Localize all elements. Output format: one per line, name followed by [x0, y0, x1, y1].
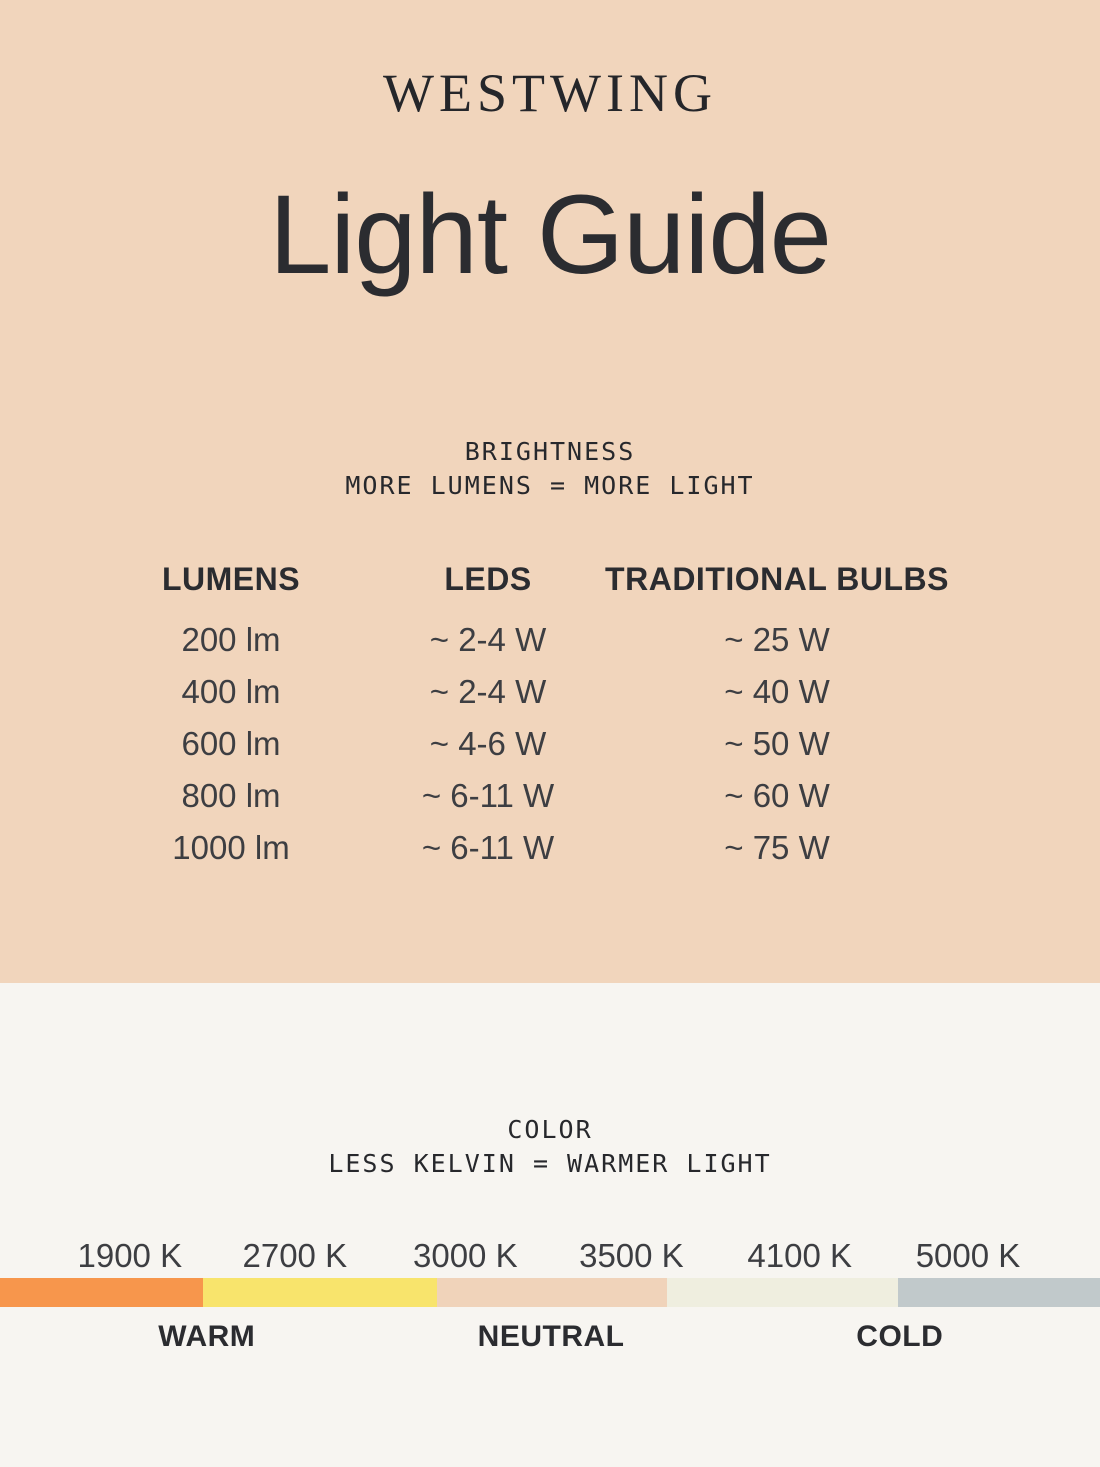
- table-row: [60, 770, 980, 822]
- cell-lumens: 800 lm: [181, 777, 281, 814]
- cell-traditional: ~ 25 W: [724, 621, 830, 658]
- kelvin-label: 3500 K: [579, 1237, 684, 1274]
- scale-segment-warm-orange: [0, 1278, 203, 1307]
- color-heading: COLOR: [507, 1115, 593, 1144]
- header-traditional-bulbs: TRADITIONAL BULBS: [605, 561, 949, 597]
- cell-traditional: ~ 60 W: [724, 777, 830, 814]
- table-row: [60, 822, 980, 874]
- kelvin-labels-row: [0, 1237, 1100, 1273]
- color-temperature-scale-bar: [0, 1278, 1100, 1307]
- lumens-table: [0, 561, 1100, 874]
- cell-leds: ~ 2-4 W: [429, 673, 547, 710]
- cell-lumens: 1000 lm: [172, 829, 290, 866]
- scale-segment-neutral-peach: [437, 1278, 667, 1307]
- header-leds: LEDS: [444, 561, 532, 597]
- header-lumens: LUMENS: [161, 561, 301, 597]
- temperature-labels-row: [0, 1320, 1100, 1360]
- brand-logo: WESTWING: [383, 63, 717, 123]
- cell-leds: ~ 6-11 W: [421, 829, 555, 866]
- kelvin-label: 1900 K: [77, 1237, 183, 1274]
- temp-label-neutral: NEUTRAL: [477, 1320, 625, 1353]
- cell-leds: ~ 4-6 W: [429, 725, 547, 762]
- brightness-heading: BRIGHTNESS: [464, 437, 636, 466]
- brightness-intro: [0, 435, 1100, 503]
- scale-segment-cold-bluegray: [898, 1278, 1100, 1307]
- kelvin-label: 5000 K: [915, 1237, 1021, 1274]
- page-title: Light Guide: [269, 172, 831, 297]
- cell-lumens: 400 lm: [181, 673, 281, 710]
- table-header-row: [60, 561, 980, 598]
- temp-label-warm: WARM: [158, 1320, 256, 1353]
- brightness-subheading: MORE LUMENS = MORE LIGHT: [345, 471, 755, 500]
- temp-label-cold: COLD: [856, 1320, 944, 1353]
- cell-lumens: 600 lm: [181, 725, 281, 762]
- color-intro: [0, 983, 1100, 1181]
- scale-segment-warm-yellow: [203, 1278, 437, 1307]
- table-row: [60, 614, 980, 666]
- color-section: [0, 983, 1100, 1467]
- cell-traditional: ~ 50 W: [724, 725, 830, 762]
- cell-traditional: ~ 40 W: [724, 673, 830, 710]
- scale-segment-neutral-cream: [667, 1278, 898, 1307]
- kelvin-label: 3000 K: [413, 1237, 518, 1274]
- cell-traditional: ~ 75 W: [724, 829, 830, 866]
- cell-leds: ~ 2-4 W: [429, 621, 547, 658]
- color-subheading: LESS KELVIN = WARMER LIGHT: [328, 1149, 772, 1178]
- cell-lumens: 200 lm: [181, 621, 281, 658]
- kelvin-label: 4100 K: [747, 1237, 852, 1274]
- kelvin-label: 2700 K: [242, 1237, 348, 1274]
- table-row: [60, 666, 980, 718]
- table-row: [60, 718, 980, 770]
- cell-leds: ~ 6-11 W: [421, 777, 555, 814]
